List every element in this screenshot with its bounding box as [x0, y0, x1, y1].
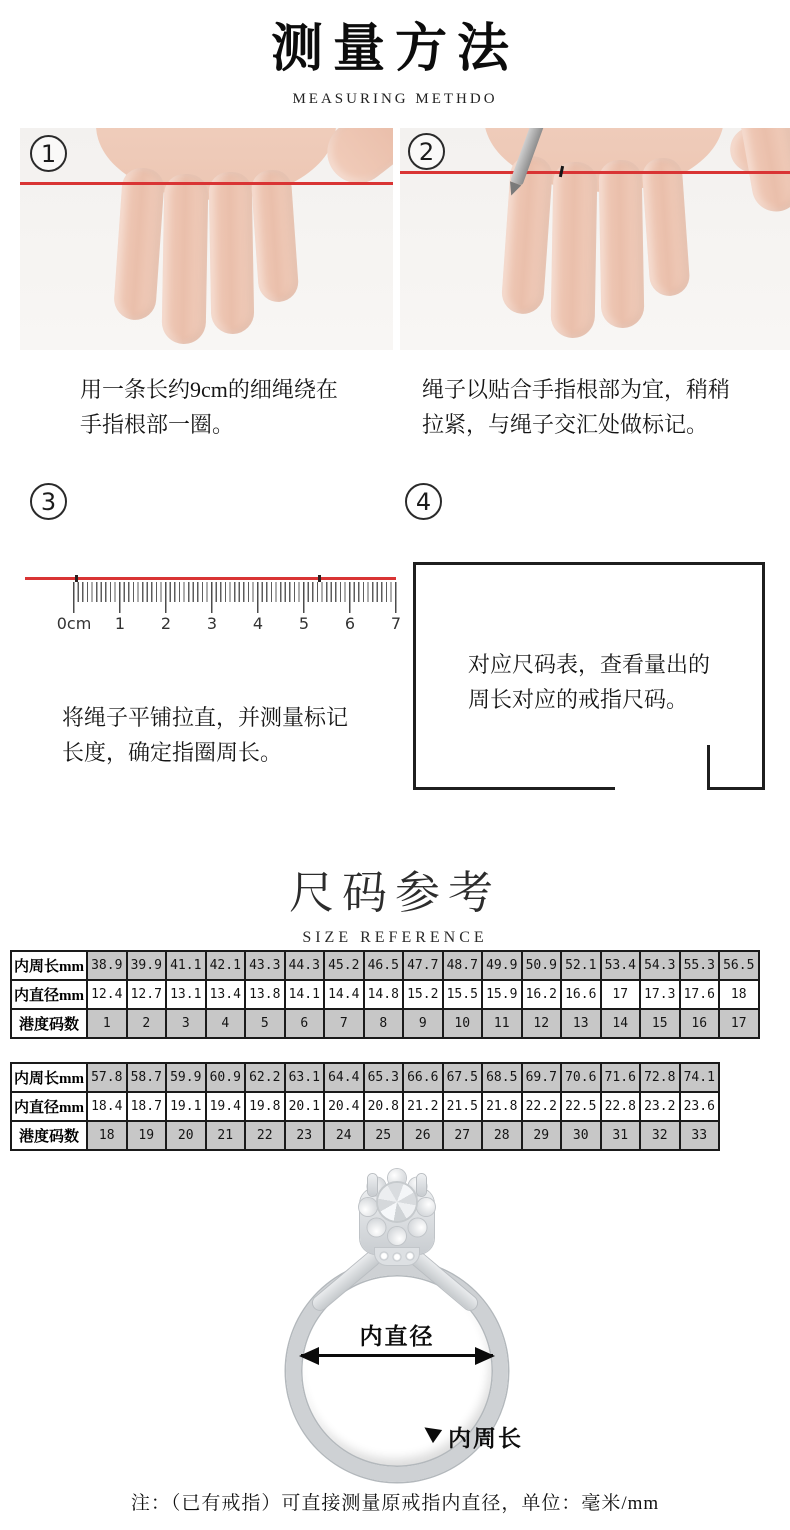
- size-cell: 67.5: [443, 1063, 483, 1092]
- size-table-2: [10, 1062, 720, 1151]
- caption-line: 将绳子平铺拉直，并测量标记: [62, 705, 349, 730]
- step4-caption: [468, 647, 710, 717]
- size-cell: 18.4: [87, 1092, 127, 1121]
- size-cell: 19.4: [206, 1092, 246, 1121]
- ruler-ticks: [73, 582, 399, 613]
- size-cell: 5: [245, 1009, 285, 1038]
- size-reference-header: [0, 856, 790, 947]
- ruler-cm-label: 4: [252, 614, 264, 633]
- caption-line: 拉紧，与绳子交汇处做标记。: [422, 412, 709, 437]
- prong: [417, 1174, 426, 1196]
- size-cell: 3: [166, 1009, 206, 1038]
- size-cell: 16.2: [522, 980, 562, 1009]
- size-cell: 21.2: [403, 1092, 443, 1121]
- size-cell: 44.3: [285, 951, 325, 980]
- step1-photo: [20, 128, 393, 350]
- size-cell: 13: [561, 1009, 601, 1038]
- size-cell: 19.1: [166, 1092, 206, 1121]
- box-border-segment: [707, 787, 765, 790]
- caption-line: 绳子以贴合手指根部为宜，稍稍: [422, 377, 731, 402]
- size-cell: 25: [364, 1121, 404, 1150]
- size-cell: 27: [443, 1121, 483, 1150]
- size-cell: 22.2: [522, 1092, 562, 1121]
- size-cell: 17.3: [640, 980, 680, 1009]
- inner-diameter-label: 内直径: [359, 1324, 435, 1349]
- red-string-straight: [25, 577, 396, 580]
- size-cell: 74.1: [680, 1063, 720, 1092]
- step2-caption: [422, 372, 730, 442]
- size-cell: 18: [87, 1121, 127, 1150]
- size-cell: 12.7: [127, 980, 167, 1009]
- size-table-row: [11, 951, 759, 980]
- row-label: 内直径mm: [11, 980, 87, 1009]
- size-cell: 17: [719, 1009, 759, 1038]
- size-cell: 8: [364, 1009, 404, 1038]
- finger-shape: [550, 162, 597, 339]
- size-reference-title: 尺码参考: [288, 868, 501, 918]
- size-cell: 17.6: [680, 980, 720, 1009]
- size-table-row: [11, 1121, 719, 1150]
- size-cell: 21.8: [482, 1092, 522, 1121]
- step-number: 2: [418, 137, 435, 166]
- size-cell: 12.4: [87, 980, 127, 1009]
- ruler-cm-label: 3: [206, 614, 218, 633]
- step4-number-badge: [405, 483, 442, 520]
- size-cell: 50.9: [522, 951, 562, 980]
- size-cell: 59.9: [166, 1063, 206, 1092]
- size-cell: 53.4: [601, 951, 641, 980]
- page-subtitle: MEASURING METHDO: [292, 91, 498, 107]
- size-cell: 22: [245, 1121, 285, 1150]
- size-cell: 33: [680, 1121, 720, 1150]
- inner-diameter-arrow-icon: [301, 1354, 493, 1357]
- size-cell: 12: [522, 1009, 562, 1038]
- size-cell: 62.2: [245, 1063, 285, 1092]
- red-string-line: [20, 182, 393, 185]
- size-cell: 70.6: [561, 1063, 601, 1092]
- size-cell: 55.3: [680, 951, 720, 980]
- ruler-cm-label: 6: [344, 614, 356, 633]
- size-cell: 49.9: [482, 951, 522, 980]
- caption-line: 周长对应的戒指尺码。: [467, 687, 688, 712]
- ring-diagram: [210, 1162, 580, 1488]
- size-cell: 10: [443, 1009, 483, 1038]
- size-cell: 24: [324, 1121, 364, 1150]
- size-cell: 32: [640, 1121, 680, 1150]
- size-cell: 71.6: [601, 1063, 641, 1092]
- size-cell: 23.2: [640, 1092, 680, 1121]
- size-cell: 57.8: [87, 1063, 127, 1092]
- size-cell: 65.3: [364, 1063, 404, 1092]
- size-table-row: [11, 980, 759, 1009]
- size-cell: 66.6: [403, 1063, 443, 1092]
- finger-shape: [641, 157, 691, 297]
- string-mark: [318, 575, 321, 582]
- finger-shape: [162, 174, 209, 345]
- size-cell: 15.9: [482, 980, 522, 1009]
- size-cell: 22.5: [561, 1092, 601, 1121]
- inner-circumference-label: 内周长: [448, 1426, 523, 1451]
- size-cell: 20.4: [324, 1092, 364, 1121]
- size-cell: 28: [482, 1121, 522, 1150]
- size-cell: 14.8: [364, 980, 404, 1009]
- size-cell: 16: [680, 1009, 720, 1038]
- size-cell: 21: [206, 1121, 246, 1150]
- size-cell: 18: [719, 980, 759, 1009]
- size-cell: 11: [482, 1009, 522, 1038]
- finger-shape: [501, 155, 554, 316]
- caption-line: 长度，确定指圈周长。: [62, 740, 283, 765]
- size-cell: 15.2: [403, 980, 443, 1009]
- size-cell: 69.7: [522, 1063, 562, 1092]
- size-cell: 13.1: [166, 980, 206, 1009]
- page-header: [0, 6, 790, 108]
- halo-stone: [417, 1198, 435, 1216]
- ruler-cm-label: 1: [114, 614, 126, 633]
- size-cell: 20: [166, 1121, 206, 1150]
- red-string-line: [400, 171, 790, 174]
- step3-caption: [62, 700, 348, 770]
- finger-shape: [209, 172, 255, 335]
- size-cell: 26: [403, 1121, 443, 1150]
- ruler-cm-label: 0cm: [56, 614, 92, 633]
- step3-number-badge: [30, 483, 67, 520]
- finger-shape: [113, 167, 166, 322]
- box-border-segment: [413, 787, 615, 790]
- size-cell: 18.7: [127, 1092, 167, 1121]
- size-cell: 19: [127, 1121, 167, 1150]
- step-number: 3: [40, 487, 57, 516]
- size-cell: 14.4: [324, 980, 364, 1009]
- size-cell: 23: [285, 1121, 325, 1150]
- halo-stone: [388, 1227, 406, 1245]
- caption-line: 手指根部一圈。: [80, 412, 235, 437]
- size-cell: 42.1: [206, 951, 246, 980]
- string-mark: [75, 575, 78, 582]
- size-reference-subtitle: SIZE REFERENCE: [302, 929, 488, 946]
- prong: [368, 1174, 377, 1196]
- step-number: 4: [415, 487, 432, 516]
- caption-line: 用一条长约9cm的细绳绕在: [80, 377, 338, 402]
- size-cell: 9: [403, 1009, 443, 1038]
- size-cell: 48.7: [443, 951, 483, 980]
- halo-stone: [359, 1198, 377, 1216]
- row-label: 内周长mm: [11, 1063, 87, 1092]
- step2-photo: [400, 128, 790, 350]
- box-border-tick: [707, 745, 710, 790]
- size-cell: 14.1: [285, 980, 325, 1009]
- footnote: 注：（已有戒指）可直接测量原戒指内直径，单位：毫米/mm: [130, 1493, 660, 1514]
- size-cell: 58.7: [127, 1063, 167, 1092]
- size-cell: 68.5: [482, 1063, 522, 1092]
- size-table-1: [10, 950, 760, 1039]
- size-cell: 30: [561, 1121, 601, 1150]
- row-label: 港度码数: [11, 1009, 87, 1038]
- size-table-row: [11, 1009, 759, 1038]
- ruler-cm-label: 5: [298, 614, 310, 633]
- size-cell: 17: [601, 980, 641, 1009]
- size-cell: 21.5: [443, 1092, 483, 1121]
- size-cell: 23.6: [680, 1092, 720, 1121]
- size-cell: 39.9: [127, 951, 167, 980]
- size-cell: 29: [522, 1121, 562, 1150]
- size-table-row: [11, 1063, 719, 1092]
- ruler: [56, 582, 402, 634]
- size-cell: 41.1: [166, 951, 206, 980]
- row-label: 内直径mm: [11, 1092, 87, 1121]
- size-cell: 54.3: [640, 951, 680, 980]
- center-diamond: [378, 1183, 416, 1221]
- step4-box: [413, 562, 765, 790]
- page-title: 测量方法: [270, 21, 519, 78]
- size-cell: 13.4: [206, 980, 246, 1009]
- size-cell: 14: [601, 1009, 641, 1038]
- size-cell: 46.5: [364, 951, 404, 980]
- step-number: 1: [40, 139, 57, 168]
- size-cell: 19.8: [245, 1092, 285, 1121]
- size-cell: 6: [285, 1009, 325, 1038]
- pave-stones: [375, 1248, 419, 1265]
- size-cell: 4: [206, 1009, 246, 1038]
- size-cell: 2: [127, 1009, 167, 1038]
- size-cell: 45.2: [324, 951, 364, 980]
- size-cell: 64.4: [324, 1063, 364, 1092]
- size-cell: 7: [324, 1009, 364, 1038]
- size-cell: 63.1: [285, 1063, 325, 1092]
- size-cell: 15.5: [443, 980, 483, 1009]
- row-label: 内周长mm: [11, 951, 87, 980]
- size-cell: 22.8: [601, 1092, 641, 1121]
- ruler-cm-label: 7: [390, 614, 402, 633]
- size-cell: 60.9: [206, 1063, 246, 1092]
- size-cell: 52.1: [561, 951, 601, 980]
- size-table-row: [11, 1092, 719, 1121]
- size-cell: 13.8: [245, 980, 285, 1009]
- size-cell: 16.6: [561, 980, 601, 1009]
- finger-shape: [599, 160, 645, 329]
- caption-line: 对应尺码表，查看量出的: [467, 652, 710, 677]
- size-cell: 56.5: [719, 951, 759, 980]
- size-cell: 20.8: [364, 1092, 404, 1121]
- ruler-cm-label: 2: [160, 614, 172, 633]
- size-cell: 1: [87, 1009, 127, 1038]
- size-cell: 47.7: [403, 951, 443, 980]
- size-cell: 15: [640, 1009, 680, 1038]
- size-cell: 38.9: [87, 951, 127, 980]
- step1-number-badge: [30, 135, 67, 172]
- step1-caption: [80, 372, 338, 442]
- step2-number-badge: [408, 133, 445, 170]
- size-cell: 72.8: [640, 1063, 680, 1092]
- size-cell: 43.3: [245, 951, 285, 980]
- size-cell: 31: [601, 1121, 641, 1150]
- size-cell: 20.1: [285, 1092, 325, 1121]
- finger-shape: [250, 169, 299, 303]
- row-label: 港度码数: [11, 1121, 87, 1150]
